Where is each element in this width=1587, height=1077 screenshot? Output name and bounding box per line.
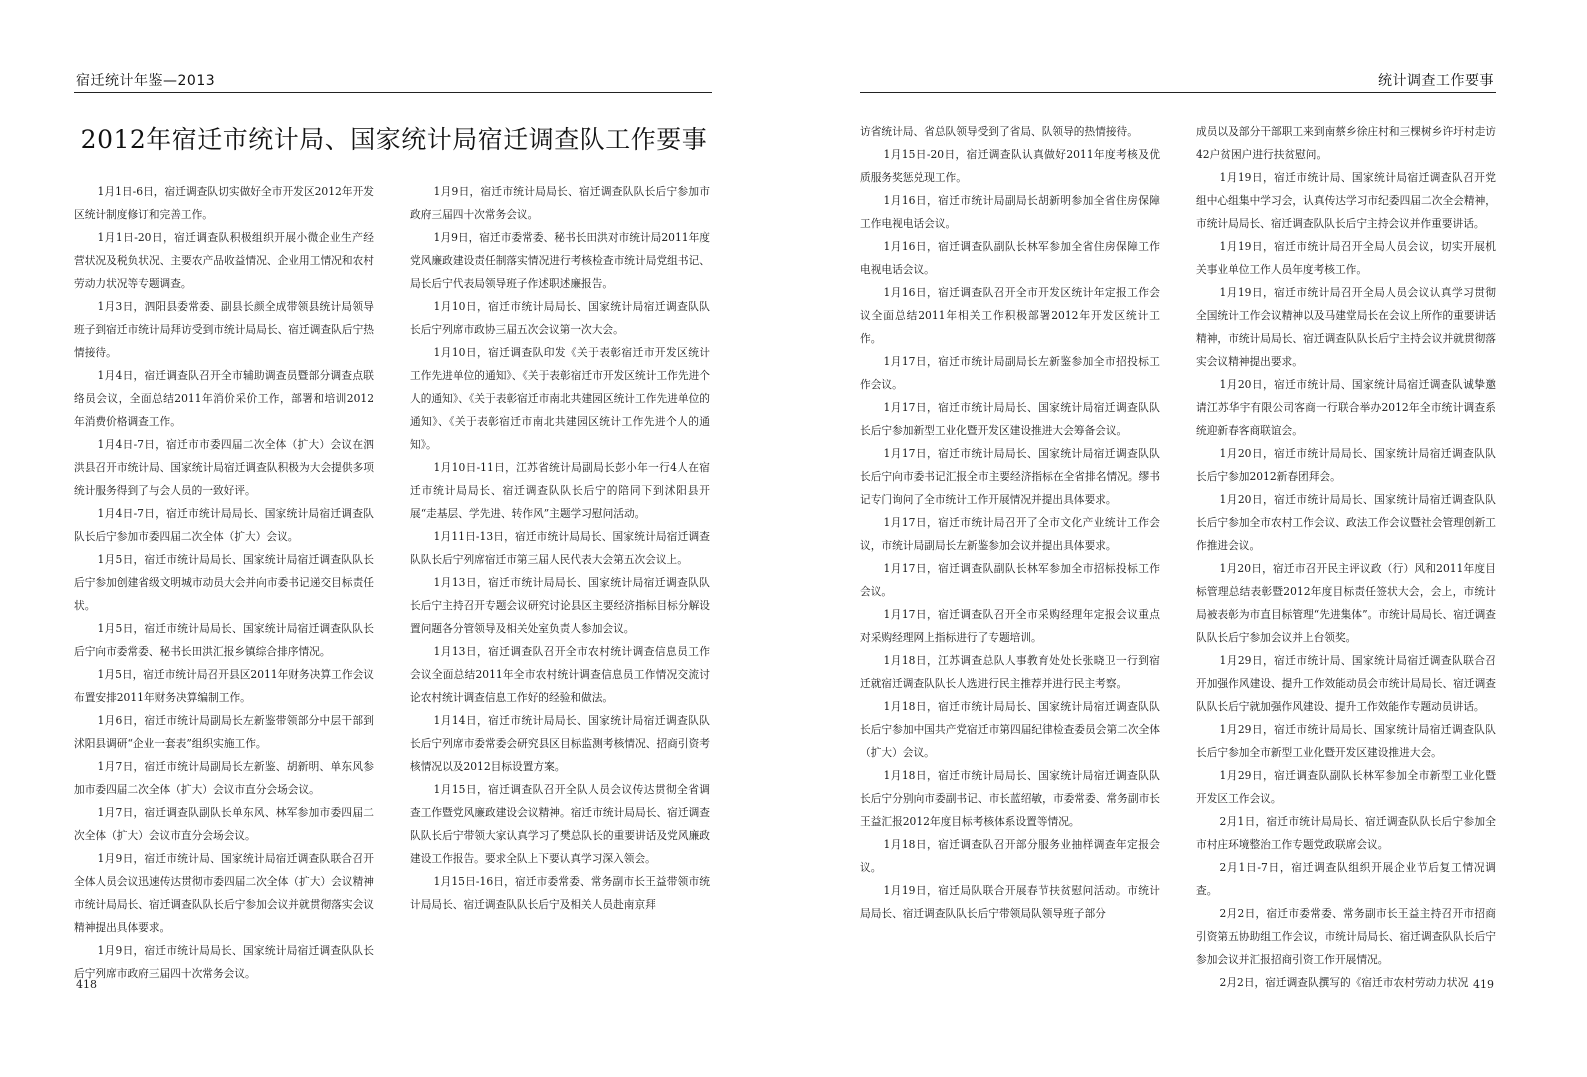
entry-paragraph: 1月5日，宿迁市统计局召开县区2011年财务决算工作会议布置安排2011年财务决算编制工作。 bbox=[74, 668, 374, 704]
entry-paragraph-continued: 访省统计局、省总队领导受到了省局、队领导的热情接待。 bbox=[860, 125, 1138, 138]
entry-paragraph: 1月18日，宿迁调查队召开部分服务业抽样调查年定报会议。 bbox=[860, 838, 1160, 874]
entry-paragraph: 2月1日-7日，宿迁调查队组织开展企业节后复工情况调查。 bbox=[1196, 861, 1496, 897]
entry-paragraph: 1月16日，宿迁调查队召开全市开发区统计年定报工作会议全面总结2011年相关工作积极部署2012年开发区统计工作。 bbox=[860, 286, 1160, 345]
entry-paragraph: 1月19日，宿迁市统计局召开全局人员会议认真学习贯彻全国统计工作会议精神以及马建堂局长在会议上所作的重要讲话精神，市统计局局长、宿迁调查队队长后宁主持会议并就贯彻落实会议精神提出要求。 bbox=[1196, 286, 1496, 368]
entry-paragraph: 1月9日，宿迁市统计局局长、宿迁调查队队长后宁参加市政府三届四十次常务会议。 bbox=[410, 185, 710, 221]
text-column-2 bbox=[410, 180, 710, 950]
header-rule-right bbox=[860, 92, 1496, 93]
entry-paragraph: 1月15日，宿迁调查队召开全队人员会议传达贯彻全省调查工作暨党风廉政建设会议精神。宿迁市统计局局长、宿迁调查队队长后宁带领大家认真学习了樊总队长的重要讲话及党风廉政建设工作报告。要求全队上下要认真学习深入领会。 bbox=[410, 783, 710, 865]
page-number-left: 418 bbox=[76, 978, 97, 991]
entry-paragraph: 1月7日，宿迁市统计局副局长左新鉴、胡新明、单东风参加市委四届二次全体（扩大）会议市直分会场会议。 bbox=[74, 760, 374, 796]
entry-paragraph: 1月17日，宿迁市统计局局长、国家统计局宿迁调查队队长后宁参加新型工业化暨开发区建设推进大会筹备会议。 bbox=[860, 401, 1160, 437]
entry-paragraph: 1月29日，宿迁市统计局局长、国家统计局宿迁调查队队长后宁参加全市新型工业化暨开发区建设推进大会。 bbox=[1196, 723, 1496, 759]
running-header-left: 宿迁统计年鉴—2013 bbox=[76, 73, 216, 89]
page-number-right: 419 bbox=[1473, 978, 1494, 991]
entry-paragraph: 1月6日，宿迁市统计局副局长左新鉴带领部分中层干部到沭阳县调研“企业一套表”组织实施工作。 bbox=[74, 714, 374, 750]
entry-paragraph: 1月4日-7日，宿迁市市委四届二次全体（扩大）会议在泗洪县召开市统计局、国家统计局宿迁调查队积极为大会提供多项统计服务得到了与会人员的一致好评。 bbox=[74, 438, 374, 497]
entry-paragraph: 1月18日，宿迁市统计局局长、国家统计局宿迁调查队队长后宁参加中国共产党宿迁市第四届纪律检查委员会第二次全体（扩大）会议。 bbox=[860, 700, 1160, 759]
entry-paragraph: 1月20日，宿迁市统计局局长、国家统计局宿迁调查队队长后宁参加2012新春团拜会。 bbox=[1196, 447, 1496, 483]
entry-paragraph: 2月1日，宿迁市统计局局长、宿迁调查队队长后宁参加全市村庄环境整治工作专题党政联席会议。 bbox=[1196, 815, 1496, 851]
page-title: 2012年宿迁市统计局、国家统计局宿迁调查队工作要事 bbox=[80, 125, 708, 154]
entry-paragraph: 2月2日，宿迁市委常委、常务副市长王益主持召开市招商引资第五协助组工作会议，市统计局局长、宿迁调查队队长后宁参加会议并汇报招商引资工作开展情况。 bbox=[1196, 907, 1496, 966]
entry-paragraph: 1月9日，宿迁市统计局局长、国家统计局宿迁调查队队长后宁列席市政府三届四十次常务会议。 bbox=[74, 944, 374, 980]
entry-paragraph: 1月17日，宿迁调查队召开全市采购经理年定报会议重点对采购经理网上指标进行了专题培训。 bbox=[860, 608, 1160, 644]
entry-paragraph: 1月4日-7日，宿迁市统计局局长、国家统计局宿迁调查队队长后宁参加市委四届二次全体（扩大）会议。 bbox=[74, 507, 374, 543]
entry-paragraph: 1月20日，宿迁市召开民主评议政（行）风和2011年度目标管理总结表彰暨2012年度目标责任签状大会，会上，市统计局被表彰为市直目标管理“先进集体”。市统计局局长、宿迁调查队队长后宁参加会议并上台领奖。 bbox=[1196, 562, 1496, 644]
entry-paragraph: 1月17日，宿迁市统计局副局长左新鉴参加全市招投标工作会议。 bbox=[860, 355, 1160, 391]
entry-paragraph: 1月10日，宿迁调查队印发《关于表彰宿迁市开发区统计工作先进单位的通知》、《关于表彰宿迁市开发区统计工作先进个人的通知》、《关于表彰宿迁市南北共建园区统计工作先进单位的通知》、《关于表彰宿迁市南北共建园区统计工作先进个人的通知》。 bbox=[410, 346, 710, 451]
entry-paragraph: 1月13日，宿迁市统计局局长、国家统计局宿迁调查队队长后宁主持召开专题会议研究讨论县区主要经济指标目标分解设置问题各分管领导及相关处室负责人参加会议。 bbox=[410, 576, 710, 635]
entry-paragraph: 1月1日-6日，宿迁调查队切实做好全市开发区2012年开发区统计制度修订和完善工作。 bbox=[74, 185, 374, 221]
entry-paragraph: 1月17日，宿迁调查队副队长林军参加全市招标投标工作会议。 bbox=[860, 562, 1160, 598]
text-column-3 bbox=[860, 120, 1160, 950]
entry-paragraph: 1月19日，宿迁市统计局、国家统计局宿迁调查队召开党组中心组集中学习会，认真传达学习市纪委四届二次全会精神，市统计局局长、宿迁调查队队长后宁主持会议并作重要讲话。 bbox=[1196, 171, 1496, 230]
entry-paragraph: 1月3日，泗阳县委常委、副县长颜全成带领县统计局领导班子到宿迁市统计局拜访受到市统计局局长、宿迁调查队后宁热情接待。 bbox=[74, 300, 374, 359]
entry-paragraph: 1月16日，宿迁调查队副队长林军参加全省住房保障工作电视电话会议。 bbox=[860, 240, 1160, 276]
entry-paragraph: 1月10日，宿迁市统计局局长、国家统计局宿迁调查队队长后宁列席市政协三届五次会议第一次大会。 bbox=[410, 300, 710, 336]
entry-paragraph: 1月20日，宿迁市统计局、国家统计局宿迁调查队诚挚邀请江苏华宇有限公司客商一行联合举办2012年全市统计调查系统迎新春客商联谊会。 bbox=[1196, 378, 1496, 437]
entry-paragraph: 1月9日，宿迁市统计局、国家统计局宿迁调查队联合召开全体人员会议迅速传达贯彻市委四届二次全体（扩大）会议精神市统计局局长、宿迁调查队队长后宁参加会议并就贯彻落实会议精神提出具体要求。 bbox=[74, 852, 374, 934]
entry-paragraph: 1月10日-11日，江苏省统计局副局长彭小年一行4人在宿迁市统计局局长、宿迁调查队队长后宁的陪同下到沭阳县开展“走基层、学先进、转作风”主题学习慰问活动。 bbox=[410, 461, 710, 520]
entry-paragraph: 1月18日，江苏调查总队人事教育处处长张晓卫一行到宿迁就宿迁调查队队长人选进行民主推荐并进行民主考察。 bbox=[860, 654, 1160, 690]
entry-paragraph: 1月5日，宿迁市统计局局长、国家统计局宿迁调查队队长后宁向市委常委、秘书长田洪汇报乡镇综合排序情况。 bbox=[74, 622, 374, 658]
entry-paragraph: 1月17日，宿迁市统计局局长、国家统计局宿迁调查队队长后宁向市委书记汇报全市主要经济指标在全省排名情况。缪书记专门询问了全市统计工作开展情况并提出具体要求。 bbox=[860, 447, 1160, 506]
entry-paragraph: 1月17日，宿迁市统计局召开了全市文化产业统计工作会议，市统计局副局长左新鉴参加会议并提出具体要求。 bbox=[860, 516, 1160, 552]
entry-paragraph: 1月4日，宿迁调查队召开全市辅助调查员暨部分调查点联络员会议，全面总结2011年消价采价工作，部署和培训2012年消费价格调查工作。 bbox=[74, 369, 374, 428]
entry-paragraph: 1月14日，宿迁市统计局局长、国家统计局宿迁调查队队长后宁列席市委常委会研究县区目标监测考核情况、招商引资考核情况以及2012目标设置方案。 bbox=[410, 714, 710, 773]
entry-paragraph: 1月15日-20日，宿迁调查队认真做好2011年度考核及优质服务奖惩兑现工作。 bbox=[860, 148, 1160, 184]
entry-paragraph: 1月5日，宿迁市统计局局长、国家统计局宿迁调查队队长后宁参加创建省级文明城市动员大会并向市委书记递交目标责任状。 bbox=[74, 553, 374, 612]
entry-paragraph: 1月1日-20日，宿迁调查队积极组织开展小微企业生产经营状况及税负状况、主要农产品收益情况、企业用工情况和农村劳动力状况等专题调查。 bbox=[74, 231, 374, 290]
entry-paragraph: 1月9日，宿迁市委常委、秘书长田洪对市统计局2011年度党风廉政建设责任制落实情况进行考核检查市统计局党组书记、局长后宁代表局领导班子作述职述廉报告。 bbox=[410, 231, 710, 290]
entry-paragraph: 1月16日，宿迁市统计局副局长胡新明参加全省住房保障工作电视电话会议。 bbox=[860, 194, 1160, 230]
entry-paragraph: 1月20日，宿迁市统计局局长、国家统计局宿迁调查队队长后宁参加全市农村工作会议、政法工作会议暨社会管理创新工作推进会议。 bbox=[1196, 493, 1496, 552]
entry-paragraph: 1月29日，宿迁市统计局、国家统计局宿迁调查队联合召开加强作风建设、提升工作效能动员会市统计局局长、宿迁调查队队长后宁就加强作风建设、提升工作效能作专题动员讲话。 bbox=[1196, 654, 1496, 713]
entry-paragraph: 2月2日，宿迁调查队撰写的《宿迁市农村劳动力状况 bbox=[1219, 976, 1469, 989]
entry-paragraph: 1月29日，宿迁调查队副队长林军参加全市新型工业化暨开发区工作会议。 bbox=[1196, 769, 1496, 805]
entry-paragraph: 1月19日，宿迁局队联合开展春节扶贫慰问活动。市统计局局长、宿迁调查队队长后宁带领局队领导班子部分 bbox=[860, 884, 1160, 920]
entry-paragraph-continued: 成员以及部分干部职工来到南蔡乡徐庄村和三棵树乡许圩村走访42户贫困户进行扶贫慰问。 bbox=[1196, 125, 1496, 161]
header-rule-left bbox=[74, 92, 712, 93]
entry-paragraph: 1月19日，宿迁市统计局召开全局人员会议，切实开展机关事业单位工作人员年度考核工作。 bbox=[1196, 240, 1496, 276]
entry-paragraph: 1月18日，宿迁市统计局局长、国家统计局宿迁调查队队长后宁分别向市委副书记、市长蓝绍敏，市委常委、常务副市长王益汇报2012年度目标考核体系设置等情况。 bbox=[860, 769, 1160, 828]
entry-paragraph: 1月15日-16日，宿迁市委常委、常务副市长王益带领市统计局局长、宿迁调查队队长后宁及相关人员赴南京拜 bbox=[410, 875, 710, 911]
running-header-right: 统计调查工作要事 bbox=[1378, 73, 1494, 89]
entry-paragraph: 1月7日，宿迁调查队副队长单东风、林军参加市委四届二次全体（扩大）会议市直分会场会议。 bbox=[74, 806, 374, 842]
text-column-1 bbox=[74, 180, 374, 980]
entry-paragraph: 1月11日-13日，宿迁市统计局局长、国家统计局宿迁调查队队长后宁列席宿迁市第三届人民代表大会第五次会议上。 bbox=[410, 530, 710, 566]
entry-paragraph: 1月13日，宿迁调查队召开全市农村统计调查信息员工作会议全面总结2011年全市农村统计调查信息员工作情况交流讨论农村统计调查信息工作好的经验和做法。 bbox=[410, 645, 710, 704]
